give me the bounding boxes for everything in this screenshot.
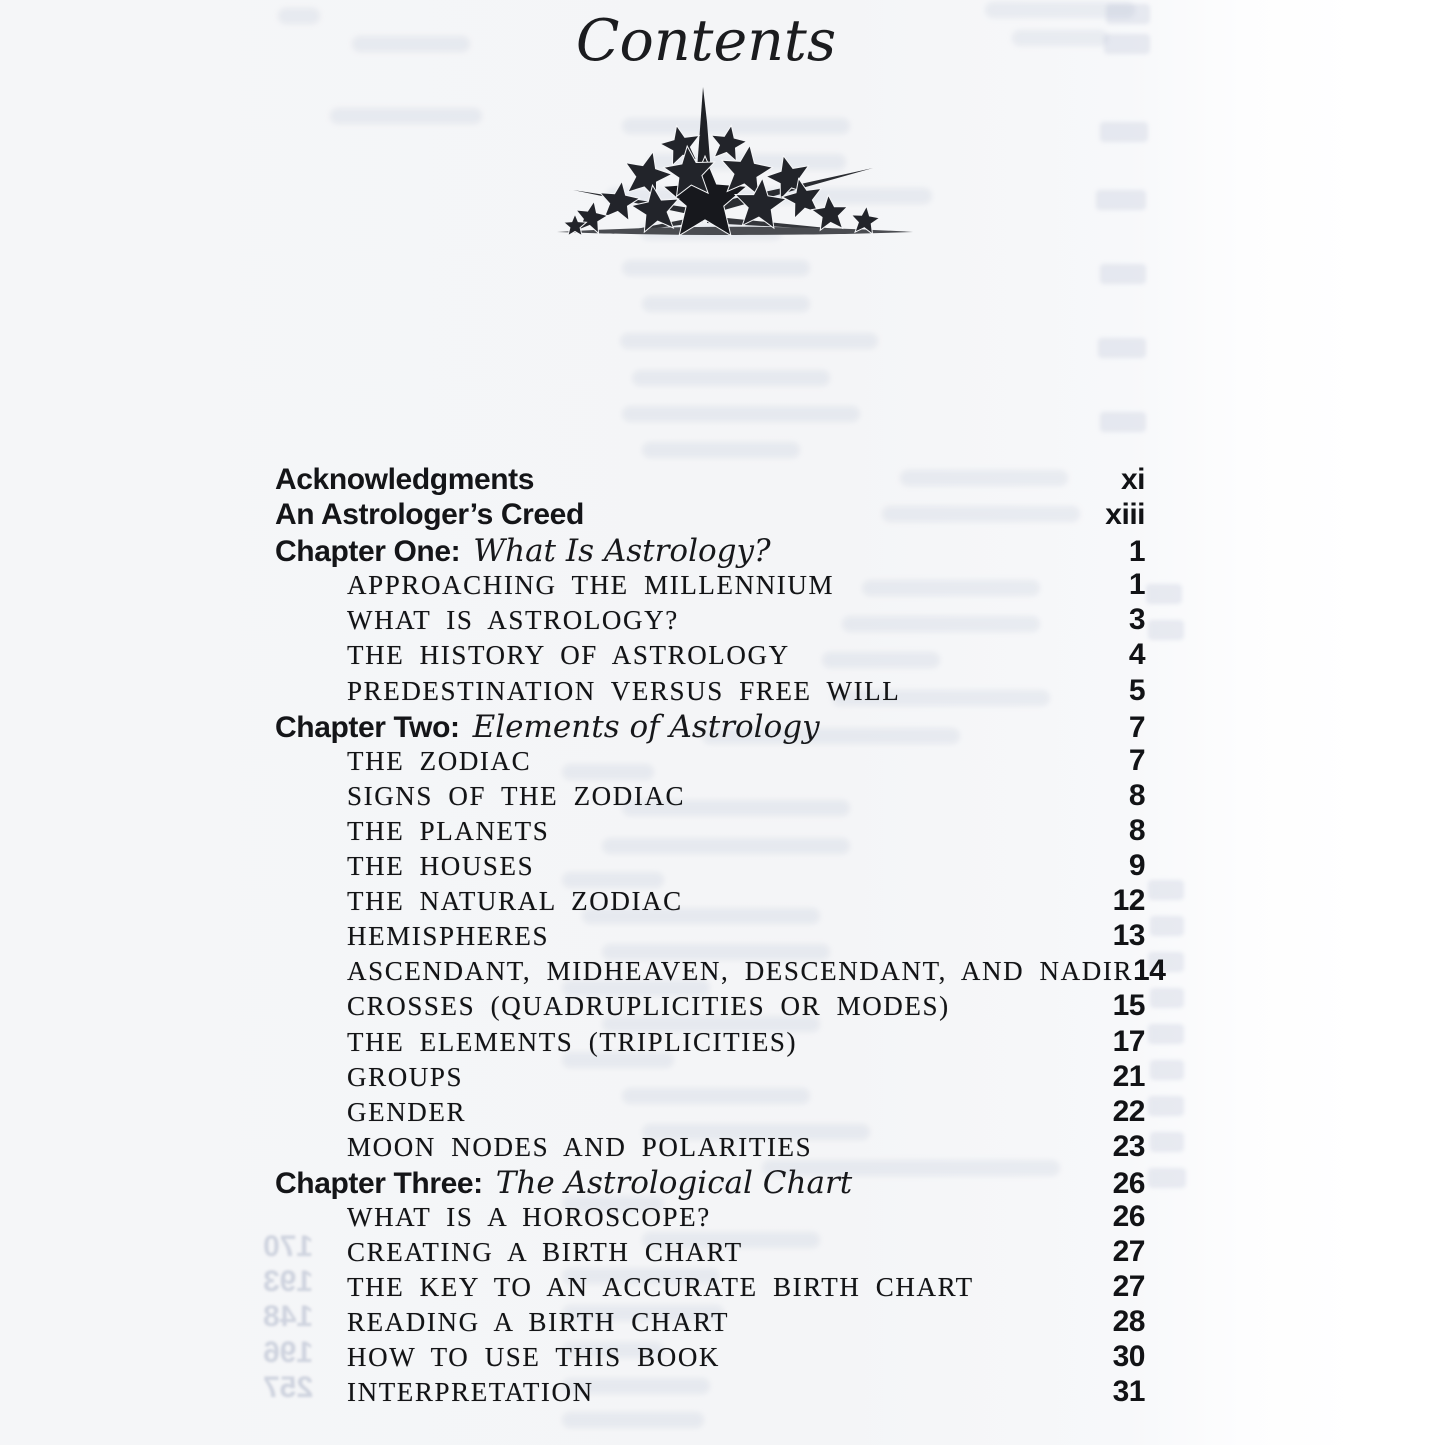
star-ornament-graphic <box>553 84 917 256</box>
toc-row-sub <box>275 1130 1145 1165</box>
toc-entry-label: THE ZODIAC <box>347 745 532 776</box>
toc-entry-label: HEMISPHERES <box>347 921 550 952</box>
toc-row-sub <box>275 779 1145 814</box>
chapter-prefix: Chapter Three: <box>275 1166 483 1200</box>
bleedthrough-smudge <box>622 406 860 422</box>
toc-row-sub <box>275 1200 1145 1235</box>
toc-row-sub <box>275 1095 1145 1130</box>
bleedthrough-smudge: 257 <box>263 1371 314 1404</box>
bleedthrough-smudge <box>330 108 482 124</box>
star-icon <box>626 152 672 200</box>
toc-row-front <box>275 463 1145 498</box>
toc-page-number: 28 <box>1112 1305 1145 1339</box>
toc-page-number: 8 <box>1128 813 1145 847</box>
toc-row-sub <box>275 954 1166 989</box>
toc-row-sub <box>275 638 1145 673</box>
bleedthrough-smudge <box>1150 1132 1184 1152</box>
toc-page-number: 12 <box>1112 884 1145 918</box>
bleedthrough-smudge <box>1098 338 1146 358</box>
bleedthrough-smudge <box>620 333 878 349</box>
toc-page-number: 26 <box>1112 1199 1145 1233</box>
toc-entry-label: An Astrologer’s Creed <box>275 498 584 532</box>
toc-entry-label: THE NATURAL ZODIAC <box>347 886 683 917</box>
toc-entry-label: CROSSES (QUADRUPLICITIES OR MODES) <box>347 991 950 1022</box>
table-of-contents <box>275 463 1166 1411</box>
bleedthrough-smudge <box>1148 1024 1184 1044</box>
bleedthrough-smudge <box>1146 584 1182 604</box>
toc-row-sub <box>275 919 1145 954</box>
toc-page-number: 31 <box>1112 1375 1145 1409</box>
toc-row-sub <box>275 814 1145 849</box>
toc-page-number: xi <box>1120 463 1145 496</box>
toc-chapter-label <box>275 709 820 745</box>
toc-page-number: 1 <box>1128 535 1145 569</box>
toc-row-chapter <box>275 1165 1145 1200</box>
chapter-title: What Is Astrology? <box>473 533 771 570</box>
partial-star-icon <box>688 0 724 4</box>
toc-row-sub <box>275 603 1145 638</box>
toc-entry-label: THE ELEMENTS (TRIPLICITIES) <box>347 1026 798 1057</box>
toc-row-chapter <box>275 533 1145 568</box>
toc-row-sub <box>275 744 1145 779</box>
toc-entry-label: ASCENDANT, MIDHEAVEN, DESCENDANT, AND NADIR <box>347 956 1134 987</box>
toc-page-number: 8 <box>1128 778 1145 812</box>
star-icon <box>812 195 848 230</box>
toc-entry-label: READING A BIRTH CHART <box>347 1307 730 1338</box>
toc-row-sub <box>275 884 1145 919</box>
toc-page-number: 3 <box>1128 603 1145 637</box>
toc-row-sub <box>275 1305 1145 1340</box>
bleedthrough-smudge: 193 <box>263 1265 314 1298</box>
bleedthrough-smudge <box>562 1412 704 1428</box>
toc-entry-label: INTERPRETATION <box>347 1377 594 1408</box>
bleedthrough-smudge <box>1148 1096 1184 1116</box>
toc-page-number: 4 <box>1128 638 1145 672</box>
toc-page-number: 15 <box>1112 989 1145 1023</box>
toc-page-number: 27 <box>1112 1270 1145 1304</box>
toc-page-number: 27 <box>1112 1235 1145 1269</box>
toc-entry-label: GROUPS <box>347 1061 464 1092</box>
toc-row-sub <box>275 1270 1145 1305</box>
bleedthrough-smudge <box>1150 1060 1184 1080</box>
bleedthrough-smudge: 148 <box>263 1300 314 1333</box>
toc-entry-label: CREATING A BIRTH CHART <box>347 1237 743 1268</box>
toc-page-number: 7 <box>1128 710 1145 744</box>
bleedthrough-smudge: 196 <box>263 1336 314 1369</box>
toc-row-chapter <box>275 709 1145 744</box>
bleedthrough-smudge <box>1100 122 1148 142</box>
bleedthrough-smudge <box>1096 190 1146 210</box>
chapter-prefix: Chapter Two: <box>275 710 460 744</box>
bleedthrough-smudge <box>1100 412 1146 432</box>
bleedthrough-smudge <box>1150 916 1184 936</box>
toc-page-number: 1 <box>1128 568 1145 602</box>
bleedthrough-smudge <box>1150 988 1184 1008</box>
toc-chapter-label <box>275 1165 852 1201</box>
toc-page-number: 17 <box>1112 1024 1145 1058</box>
toc-row-sub <box>275 1025 1145 1060</box>
toc-entry-label: MOON NODES AND POLARITIES <box>347 1131 813 1162</box>
bleedthrough-smudge <box>642 442 800 458</box>
toc-entry-label: PREDESTINATION VERSUS FREE WILL <box>347 675 901 706</box>
toc-entry-label: THE PLANETS <box>347 815 550 846</box>
toc-entry-label: THE KEY TO AN ACCURATE BIRTH CHART <box>347 1272 974 1303</box>
toc-page-number: 22 <box>1112 1094 1145 1128</box>
chapter-title: Elements of Astrology <box>472 708 820 745</box>
toc-entry-label: WHAT IS A HOROSCOPE? <box>347 1201 711 1232</box>
toc-entry-label: GENDER <box>347 1096 467 1127</box>
toc-page-number: 26 <box>1112 1166 1145 1200</box>
bleedthrough-smudge <box>1100 264 1146 284</box>
toc-page-number: 9 <box>1128 849 1145 883</box>
bleedthrough-smudge <box>642 296 810 312</box>
toc-row-sub <box>275 1060 1145 1095</box>
toc-page-number: 5 <box>1128 673 1145 707</box>
toc-row-front <box>275 498 1145 533</box>
toc-row-sub <box>275 1375 1145 1410</box>
bleedthrough-smudge <box>1148 880 1184 900</box>
toc-row-sub <box>275 1235 1145 1270</box>
toc-entry-label: THE HOUSES <box>347 851 535 882</box>
page-title: Contents <box>575 8 837 74</box>
toc-row-sub <box>275 568 1145 603</box>
toc-page-number: 13 <box>1112 919 1145 953</box>
toc-page-number: 30 <box>1112 1340 1145 1374</box>
toc-row-sub <box>275 674 1145 709</box>
bleedthrough-smudge <box>1148 620 1184 640</box>
chapter-title: The Astrological Chart <box>495 1164 853 1201</box>
toc-entry-label: HOW TO USE THIS BOOK <box>347 1342 721 1373</box>
toc-entry-label: APPROACHING THE MILLENNIUM <box>347 570 835 601</box>
bleedthrough-smudge <box>1148 1168 1186 1188</box>
toc-page-number: 21 <box>1112 1059 1145 1093</box>
star-icon <box>711 125 747 161</box>
toc-row-sub <box>275 1340 1145 1375</box>
toc-row-sub <box>275 989 1145 1024</box>
toc-page-number: xiii <box>1105 498 1145 532</box>
toc-entry-label: SIGNS OF THE ZODIAC <box>347 780 686 811</box>
toc-entry-label: WHAT IS ASTROLOGY? <box>347 605 679 636</box>
bleedthrough-smudge: 170 <box>263 1230 314 1263</box>
chapter-prefix: Chapter One: <box>275 535 461 569</box>
toc-entry-label: THE HISTORY OF ASTROLOGY <box>347 640 790 671</box>
toc-entry-label: Acknowledgments <box>275 463 535 496</box>
toc-page-number: 23 <box>1112 1129 1145 1163</box>
toc-row-sub <box>275 849 1145 884</box>
bleedthrough-smudge <box>622 260 810 276</box>
toc-page-number: 14 <box>1133 954 1166 988</box>
toc-page-number: 7 <box>1128 743 1145 777</box>
bleedthrough-smudge <box>632 370 830 386</box>
toc-chapter-label <box>275 533 771 569</box>
